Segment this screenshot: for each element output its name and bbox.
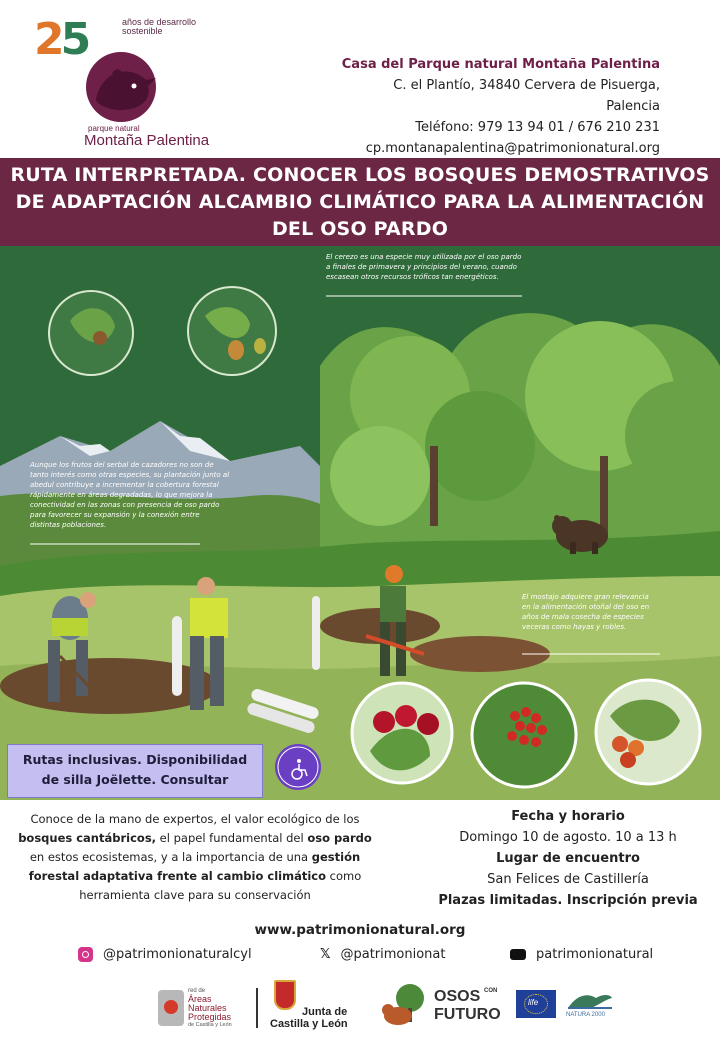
contact-block bbox=[342, 54, 660, 159]
title-line-2: DE ADAPTACIÓN ALCAMBIO CLIMÁTICO PARA LA ALIMENTACIÓN bbox=[15, 190, 705, 213]
contact-address-line1: C. el Plantío, 34840 Cervera de Pisuerga, bbox=[393, 78, 660, 93]
title-line-1: RUTA INTERPRETADA. CONOCER LOS BOSQUES DEMOSTRATIVOS bbox=[10, 163, 710, 186]
place-label: Lugar de encuentro bbox=[496, 851, 640, 866]
inclusive-line-2: de silla Joëlette. Consultar bbox=[41, 772, 229, 787]
description-bold-3: gestión forestal adaptativa frente al cambio climático bbox=[28, 850, 361, 883]
park-logo bbox=[28, 14, 228, 150]
park-label: parque natural bbox=[88, 124, 140, 133]
description-text-1: Conoce de la mano de expertos, el valor ecológico de los bbox=[30, 812, 360, 826]
places-note: Plazas limitadas. Inscripción previa bbox=[438, 893, 698, 908]
park-name: Montaña Palentina bbox=[84, 132, 210, 149]
futuro-word: FUTURO bbox=[434, 1006, 501, 1023]
instagram-icon bbox=[78, 947, 93, 962]
footer-divider bbox=[256, 988, 258, 1028]
event-info bbox=[428, 806, 708, 911]
inclusive-line-1: Rutas inclusivas. Disponibilidad bbox=[22, 752, 248, 767]
footer-logos bbox=[0, 978, 720, 1034]
osos-con-futuro-logo bbox=[380, 982, 506, 1030]
bear-tree-icon bbox=[380, 982, 432, 1028]
natura-bird-icon bbox=[566, 988, 614, 1012]
inclusive-routes-box bbox=[7, 744, 263, 798]
description-text-4: como herramienta clave para su conservación bbox=[79, 869, 362, 902]
areas-title: Áreas Naturales Protegidas bbox=[188, 994, 232, 1022]
youtube-handle: patrimonionatural bbox=[536, 946, 654, 962]
rowan-note: Aunque los frutos del serbal de cazadores no son de tanto interés como otras especies, su plantación junto al abedul contribuye a incrementar la cobertura forestal rápidamente en áreas degradadas, lo que mejora la conectividad en las zonas con presencia de oso pardo para favorecer su expansión y la conexión entre distintas poblaciones. bbox=[30, 461, 230, 529]
areas-mark bbox=[158, 990, 184, 1026]
junta-line-1: Junta de bbox=[302, 1006, 348, 1018]
wheelchair-icon bbox=[275, 744, 321, 790]
soil-patch bbox=[0, 658, 220, 714]
anniversary-number: 25 bbox=[34, 14, 88, 65]
crabapple-circle bbox=[596, 680, 700, 784]
life-label: life bbox=[528, 998, 539, 1007]
tree-tube bbox=[312, 596, 320, 670]
inclusive-routes-badge bbox=[275, 744, 321, 790]
areas-naturales-logo bbox=[158, 988, 252, 1030]
title-line-3: DEL OSO PARDO bbox=[271, 217, 449, 240]
contact-title: Casa del Parque natural Montaña Palentina bbox=[341, 57, 660, 72]
crabapple-note: El mostajo adquiere gran relevancia en la alimentación otoñal del oso en años de mala cosecha de especies veceras como hayas y robles. bbox=[522, 593, 650, 631]
coat-of-arms-icon bbox=[274, 980, 296, 1010]
description-text-3: en estos ecosistemas, y a la importancia de una bbox=[29, 850, 312, 864]
social-x[interactable] bbox=[320, 944, 445, 964]
cherry-circle bbox=[352, 683, 452, 783]
beech-leaf-circle bbox=[49, 291, 133, 375]
youtube-icon bbox=[510, 949, 526, 960]
route-description bbox=[10, 810, 380, 905]
eu-life-logo bbox=[516, 990, 556, 1018]
date-value: Domingo 10 de agosto. 10 a 13 h bbox=[459, 830, 677, 845]
oak-acorn-circle bbox=[188, 287, 276, 375]
social-youtube[interactable] bbox=[510, 944, 653, 964]
anniversary-text: años de desarrollo sostenible bbox=[122, 17, 197, 36]
description-text-2: el papel fundamental del bbox=[156, 831, 308, 845]
x-icon: 𝕏 bbox=[320, 946, 331, 962]
title-band bbox=[0, 158, 720, 246]
forest-illustration bbox=[0, 246, 720, 800]
description-bold-2: oso pardo bbox=[307, 831, 372, 845]
page-title bbox=[10, 162, 709, 243]
contact-address-line2: Palencia bbox=[606, 99, 660, 114]
instagram-handle: @patrimonionaturalcyl bbox=[103, 946, 252, 962]
natura-2000-logo bbox=[566, 988, 614, 1022]
cherry-note: El cerezo es una especie muy utilizada por el oso pardo a finales de primavera y principios del verano, cuando escasean otros recursos tróficos tan energéticos. bbox=[326, 253, 522, 281]
description-bold-1: bosques cantábricos, bbox=[18, 831, 157, 845]
rowan-berry-circle bbox=[472, 683, 576, 787]
place-value: San Felices de Castillería bbox=[487, 872, 649, 887]
contact-email[interactable]: cp.montanapalentina@patrimonionatural.org bbox=[365, 141, 660, 156]
osos-word: OSOS bbox=[434, 988, 481, 1005]
areas-red-label: red de bbox=[188, 988, 206, 994]
contact-phone: Teléfono: 979 13 94 01 / 676 210 231 bbox=[415, 120, 660, 135]
bear-head-icon bbox=[90, 60, 160, 116]
website-link[interactable]: www.patrimonionatural.org bbox=[254, 922, 466, 938]
natura-label: NATURA 2000 bbox=[566, 1012, 605, 1018]
junta-line-2: Castilla y León bbox=[270, 1018, 348, 1030]
social-instagram[interactable] bbox=[78, 944, 252, 964]
date-label: Fecha y horario bbox=[511, 809, 625, 824]
x-handle: @patrimonionat bbox=[340, 946, 446, 962]
areas-subtitle: de Castilla y León bbox=[188, 1022, 232, 1028]
junta-logo bbox=[268, 980, 354, 1032]
con-word: CON bbox=[484, 988, 498, 994]
